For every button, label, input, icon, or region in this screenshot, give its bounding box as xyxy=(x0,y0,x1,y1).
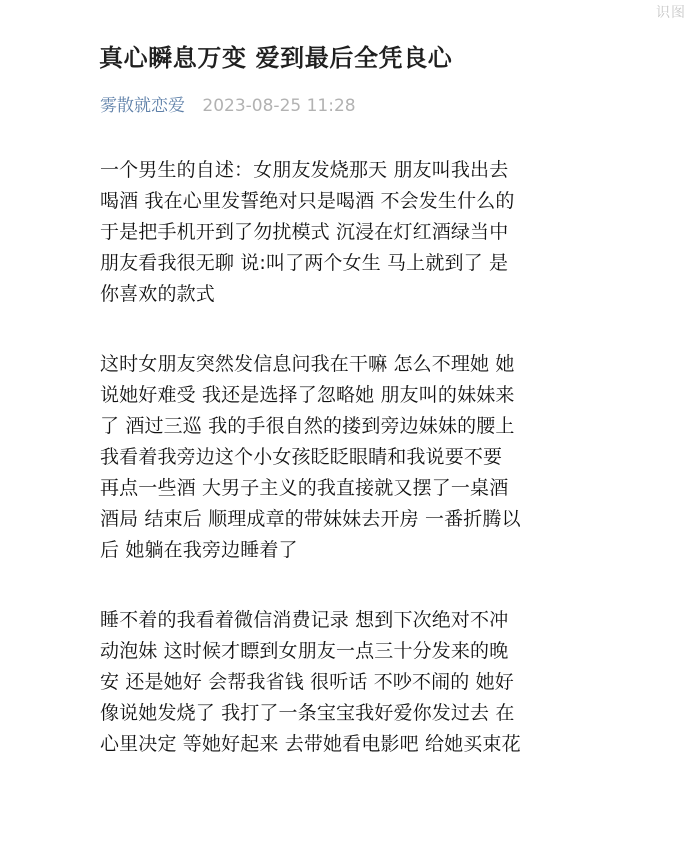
author-link[interactable]: 雾散就恋爱 xyxy=(100,96,185,116)
text-line: 这时女朋友突然发信息问我在干嘛 怎么不理她 她 xyxy=(100,353,515,375)
text-line: 心里决定 等她好起来 去带她看电影吧 给她买束花 xyxy=(100,733,521,755)
text-line: 动泡妹 这时候才瞟到女朋友一点三十分发来的晚 xyxy=(100,640,509,662)
text-line: 了 酒过三巡 我的手很自然的搂到旁边妹妹的腰上 xyxy=(100,415,515,437)
article-title: 真心瞬息万变 爱到最后全凭良心 xyxy=(99,44,453,72)
text-line: 我看着我旁边这个小女孩眨眨眼睛和我说要不要 xyxy=(100,446,503,468)
text-line: 喝酒 我在心里发誓绝对只是喝酒 不会发生什么的 xyxy=(100,190,515,212)
paragraph-1 xyxy=(100,155,600,310)
text-line: 你喜欢的款式 xyxy=(100,283,215,305)
text-line: 后 她躺在我旁边睡着了 xyxy=(100,539,298,561)
publish-date: 2023-08-25 11:28 xyxy=(202,96,356,116)
corner-watermark: 识图 xyxy=(656,5,686,21)
article-meta xyxy=(100,93,356,119)
text-line: 一个男生的自述：女朋友发烧那天 朋友叫我出去 xyxy=(100,159,509,181)
paragraph-2 xyxy=(100,349,600,566)
text-line: 酒局 结束后 顺理成章的带妹妹去开房 一番折腾以 xyxy=(100,508,521,530)
text-line: 朋友看我很无聊 说:叫了两个女生 马上就到了 是 xyxy=(100,252,509,274)
text-line: 再点一些酒 大男子主义的我直接就又摆了一桌酒 xyxy=(100,477,509,499)
text-line: 像说她发烧了 我打了一条宝宝我好爱你发过去 在 xyxy=(100,702,515,724)
text-line: 说她好难受 我还是选择了忽略她 朋友叫的妹妹来 xyxy=(100,384,515,406)
text-line: 睡不着的我看着微信消费记录 想到下次绝对不冲 xyxy=(100,609,509,631)
article-body xyxy=(100,155,600,799)
text-line: 于是把手机开到了勿扰模式 沉浸在灯红酒绿当中 xyxy=(100,221,509,243)
text-line: 安 还是她好 会帮我省钱 很听话 不吵不闹的 她好 xyxy=(100,671,514,693)
paragraph-3 xyxy=(100,605,600,760)
